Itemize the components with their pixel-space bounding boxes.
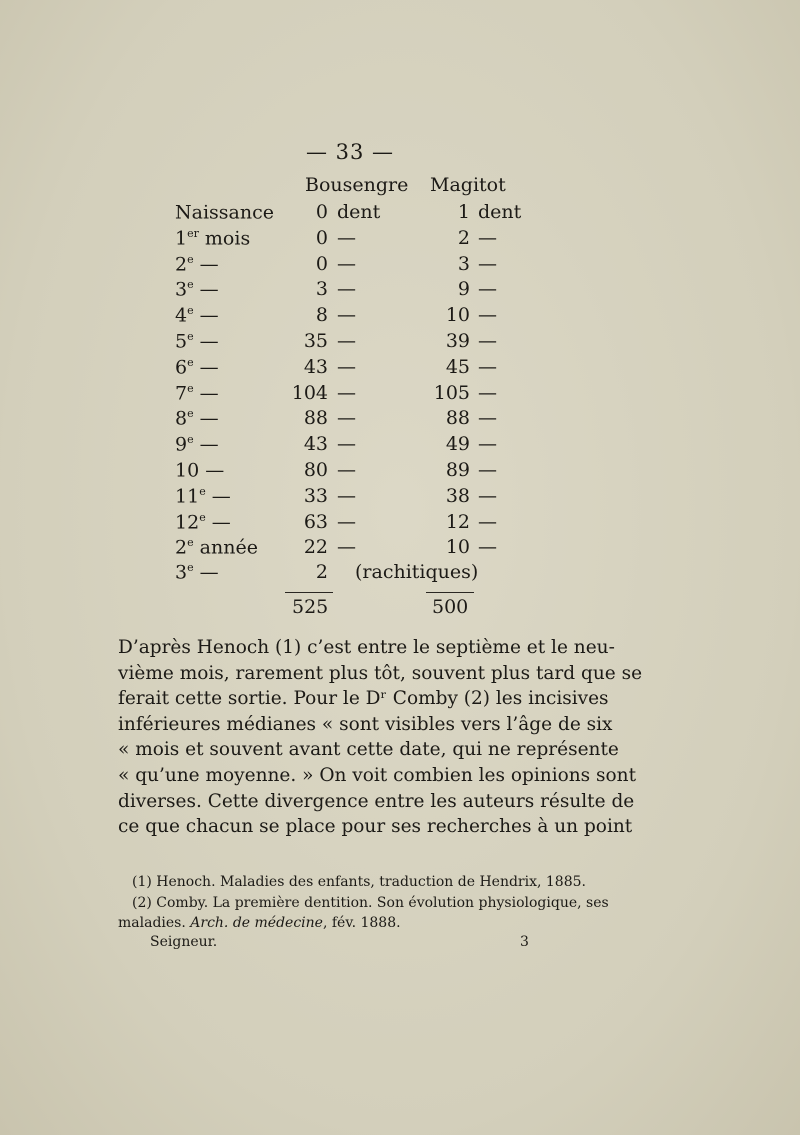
table-row: [0, 253, 800, 279]
table-row: [0, 201, 800, 227]
bousengre-value: 0: [315, 252, 328, 275]
magitot-value: 2: [457, 226, 470, 249]
bousengre-unit: —: [337, 459, 356, 481]
bousengre-value: 8: [315, 304, 328, 327]
bousengre-value: 80: [303, 459, 328, 481]
row-label: 5e —: [175, 330, 219, 353]
row-label: 2e année: [175, 536, 258, 559]
total-bousengre: 525: [292, 596, 329, 618]
magitot-unit: —: [478, 459, 497, 481]
magitot-unit: —: [478, 484, 497, 507]
total-rule-magitot: [426, 592, 474, 593]
magitot-value: 49: [445, 433, 470, 456]
paragraph-line: vième mois, rarement plus tôt, souvent plus tard que se: [118, 662, 643, 684]
row-label: 3e —: [175, 278, 219, 301]
magitot-unit: —: [478, 381, 497, 404]
paragraph-line: diverses. Cette divergence entre les auteurs résulte de: [118, 790, 635, 812]
table-row: [0, 278, 800, 304]
bousengre-value: 35: [303, 330, 328, 352]
magitot-value: 10: [445, 304, 470, 327]
bousengre-value: 43: [303, 433, 328, 456]
magitot-value: 3: [457, 252, 470, 275]
table-row: [0, 485, 800, 511]
bousengre-unit: —: [337, 304, 356, 327]
row-label: 10 —: [175, 459, 225, 482]
row-label: 2e —: [175, 252, 219, 275]
magitot-unit: —: [478, 226, 497, 249]
magitot-value: 38: [445, 484, 470, 507]
bousengre-unit: —: [337, 278, 356, 301]
paragraph-line: ce que chacun se place pour ses recherches à un point: [118, 816, 633, 838]
column-header-bousengre: Bousengre: [305, 174, 409, 196]
bousengre-value: 63: [303, 510, 328, 533]
bousengre-value: 22: [303, 536, 328, 559]
footnote-2-line-2: maladies. Arch. de médecine, fév. 1888.: [118, 915, 401, 931]
bousengre-value: 0: [315, 226, 328, 249]
table-row: [0, 304, 800, 330]
magitot-unit: —: [478, 252, 497, 275]
row-label: 12e —: [175, 510, 231, 533]
page-number: — 33 —: [305, 140, 395, 164]
magitot-value: 12: [445, 510, 470, 533]
bousengre-value: 0: [315, 201, 328, 223]
bousengre-unit: —: [337, 484, 356, 507]
row-note: (rachitiques): [355, 561, 479, 583]
row-label: 11e —: [175, 484, 231, 508]
bousengre-unit: —: [337, 330, 356, 352]
bousengre-unit: —: [337, 407, 356, 430]
table-row: [0, 433, 800, 459]
bousengre-value: 3: [315, 278, 328, 301]
paragraph-line: inférieures médianes « sont visibles vers l’âge de six: [118, 713, 613, 735]
table-row: [0, 330, 800, 356]
bousengre-unit: —: [337, 510, 356, 533]
row-label: 4e —: [175, 304, 219, 327]
paragraph-line: « qu’une moyenne. » On voit combien les opinions sont: [118, 764, 637, 786]
table-row: [0, 356, 800, 382]
magitot-unit: —: [478, 278, 497, 301]
body-paragraph: [118, 635, 643, 840]
magitot-unit: dent: [478, 201, 522, 223]
bousengre-unit: —: [337, 536, 356, 559]
signature-number: 3: [520, 934, 529, 950]
bousengre-value: 2: [315, 561, 328, 583]
row-label: 3e —: [175, 561, 219, 584]
magitot-value: 10: [445, 536, 470, 559]
table-row: [0, 227, 800, 253]
total-magitot: 500: [432, 596, 469, 618]
row-label: Naissance: [175, 201, 274, 224]
magitot-value: 89: [445, 459, 470, 481]
table-row: [0, 536, 800, 562]
bousengre-unit: —: [337, 433, 356, 456]
magitot-unit: —: [478, 330, 497, 352]
bousengre-value: 88: [303, 407, 328, 430]
column-header-magitot: Magitot: [430, 174, 506, 196]
magitot-value: 1: [457, 201, 470, 223]
magitot-value: 88: [445, 407, 470, 430]
magitot-unit: —: [478, 355, 497, 378]
row-label: 1er mois: [175, 226, 251, 250]
magitot-value: 9: [457, 278, 470, 301]
total-rule-bousengre: [285, 592, 333, 593]
table-row: [0, 459, 800, 485]
signature-mark: Seigneur.: [150, 934, 218, 950]
paragraph-line: D’après Henoch (1) c’est entre le septième et le neu-: [118, 637, 615, 658]
magitot-unit: —: [478, 407, 497, 430]
row-label: 8e —: [175, 407, 219, 430]
magitot-value: 39: [445, 330, 470, 352]
row-label: 7e —: [175, 381, 219, 404]
paragraph-line: « mois et souvent avant cette date, qui ne représente: [118, 739, 619, 761]
magitot-unit: —: [478, 510, 497, 533]
bousengre-value: 104: [291, 381, 328, 404]
bousengre-unit: —: [337, 252, 356, 275]
table-row-last: [0, 561, 800, 587]
magitot-unit: —: [478, 536, 497, 559]
magitot-unit: —: [478, 304, 497, 327]
bousengre-value: 33: [303, 484, 328, 507]
footnote-1: (1) Henoch. Maladies des enfants, traduction de Hendrix, 1885.: [132, 874, 586, 890]
bousengre-unit: —: [337, 381, 356, 404]
magitot-value: 105: [433, 381, 470, 404]
row-label: 6e —: [175, 355, 219, 379]
table-row: [0, 382, 800, 408]
bousengre-unit: —: [337, 355, 356, 378]
table-row: [0, 407, 800, 433]
bousengre-unit: dent: [337, 201, 381, 223]
table-row: [0, 511, 800, 537]
bousengre-unit: —: [337, 226, 356, 249]
row-label: 9e —: [175, 433, 219, 456]
magitot-value: 45: [445, 355, 470, 378]
paragraph-line: ferait cette sortie. Pour le Dʳ Comby (2) les incisives: [118, 688, 609, 710]
magitot-unit: —: [478, 433, 497, 456]
bousengre-value: 43: [303, 355, 328, 378]
footnote-2-line-1: (2) Comby. La première dentition. Son évolution physiologique, ses: [132, 895, 609, 911]
